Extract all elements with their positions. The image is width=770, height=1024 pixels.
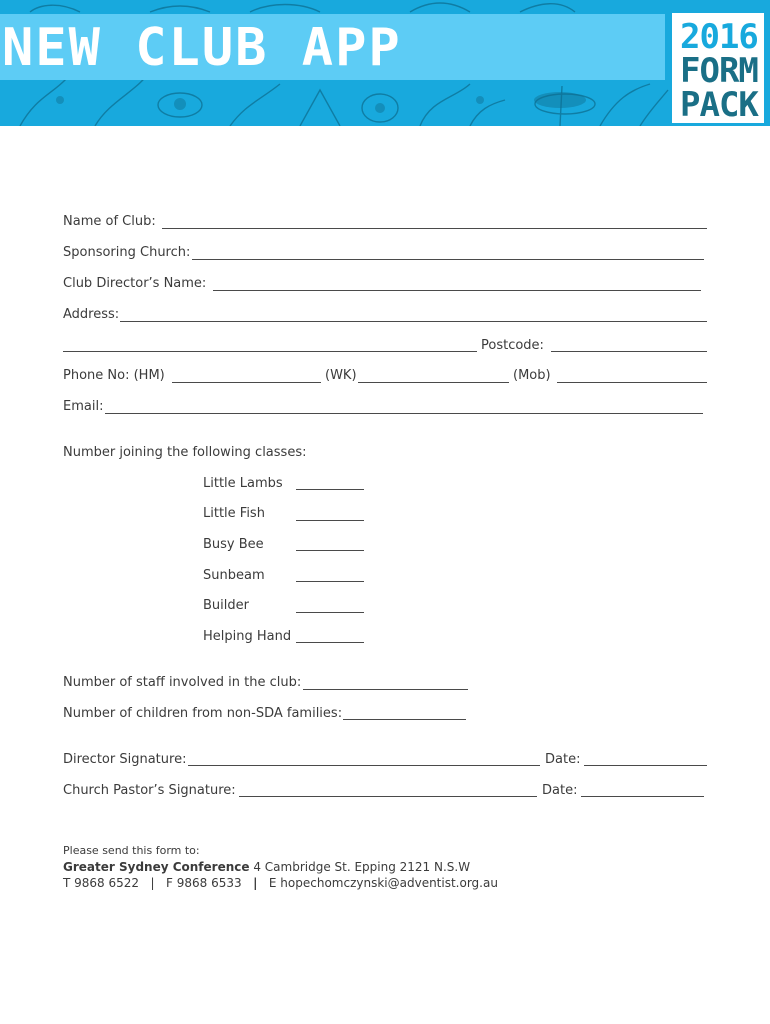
org-line — [63, 859, 498, 875]
org-name: Greater Sydney Conference — [63, 860, 250, 874]
separator-2: | — [253, 876, 258, 890]
director-date-field[interactable] — [584, 765, 707, 766]
class-busy-bee-field[interactable] — [296, 550, 364, 551]
badge-form-text: FORM — [680, 51, 758, 91]
director-name-label: Club Director’s Name: — [63, 276, 207, 291]
classes-heading: Number joining the following classes: — [63, 445, 307, 460]
phone-mobile-label: (Mob) — [513, 368, 551, 383]
email-address: E hopechomczynski@adventist.org.au — [268, 876, 498, 890]
non-sda-count-label: Number of children from non-SDA families: — [63, 706, 343, 721]
pastor-signature-label: Church Pastor’s Signature: — [63, 783, 236, 798]
phone-number: T 9868 6522 — [63, 876, 140, 890]
class-sunbeam-label: Sunbeam — [203, 568, 265, 583]
postcode-field[interactable] — [551, 351, 707, 352]
phone-home-field[interactable] — [172, 382, 321, 383]
separator-1: | — [150, 876, 155, 890]
club-name-label: Name of Club: — [63, 214, 156, 229]
director-date-label: Date: — [545, 752, 581, 767]
non-sda-count-field[interactable] — [343, 719, 466, 720]
class-little-lambs-field[interactable] — [296, 489, 364, 490]
class-sunbeam-field[interactable] — [296, 581, 364, 582]
class-builder-field[interactable] — [296, 612, 364, 613]
fax-number: F 9868 6533 — [166, 876, 242, 890]
class-busy-bee-label: Busy Bee — [203, 537, 264, 552]
club-name-field[interactable] — [162, 228, 707, 229]
director-name-field[interactable] — [213, 290, 701, 291]
phone-mobile-field[interactable] — [557, 382, 707, 383]
class-little-fish-label: Little Fish — [203, 506, 265, 521]
class-helping-hand-field[interactable] — [296, 642, 364, 643]
badge-year: 2016 — [680, 17, 758, 57]
address-line2-field[interactable] — [63, 351, 477, 352]
postcode-label: Postcode: — [481, 338, 544, 353]
sponsoring-church-label: Sponsoring Church: — [63, 245, 191, 260]
staff-count-label: Number of staff involved in the club: — [63, 675, 302, 690]
sponsoring-church-field[interactable] — [192, 259, 704, 260]
address-field[interactable] — [120, 321, 707, 322]
address-label: Address: — [63, 307, 120, 322]
staff-count-field[interactable] — [303, 689, 468, 690]
send-to-text: Please send this form to: — [63, 844, 200, 857]
pastor-signature-field[interactable] — [239, 796, 537, 797]
pastor-date-field[interactable] — [581, 796, 704, 797]
header-banner — [0, 0, 770, 126]
pastor-date-label: Date: — [542, 783, 578, 798]
form-pack-badge — [672, 13, 764, 123]
footer-contact — [63, 843, 498, 891]
director-signature-label: Director Signature: — [63, 752, 187, 767]
class-builder-label: Builder — [203, 598, 249, 613]
class-little-lambs-label: Little Lambs — [203, 476, 283, 491]
contact-line — [63, 875, 498, 891]
class-helping-hand-label: Helping Hand — [203, 629, 292, 644]
email-label: Email: — [63, 399, 104, 414]
page-title: NEW CLUB APP — [2, 18, 402, 78]
phone-work-field[interactable] — [358, 382, 509, 383]
phone-home-label: Phone No: (HM) — [63, 368, 165, 383]
org-address: 4 Cambridge St. Epping 2121 N.S.W — [249, 860, 471, 874]
email-field[interactable] — [105, 413, 703, 414]
badge-pack-text: PACK — [680, 85, 758, 125]
phone-work-label: (WK) — [325, 368, 357, 383]
director-signature-field[interactable] — [188, 765, 540, 766]
class-little-fish-field[interactable] — [296, 520, 364, 521]
